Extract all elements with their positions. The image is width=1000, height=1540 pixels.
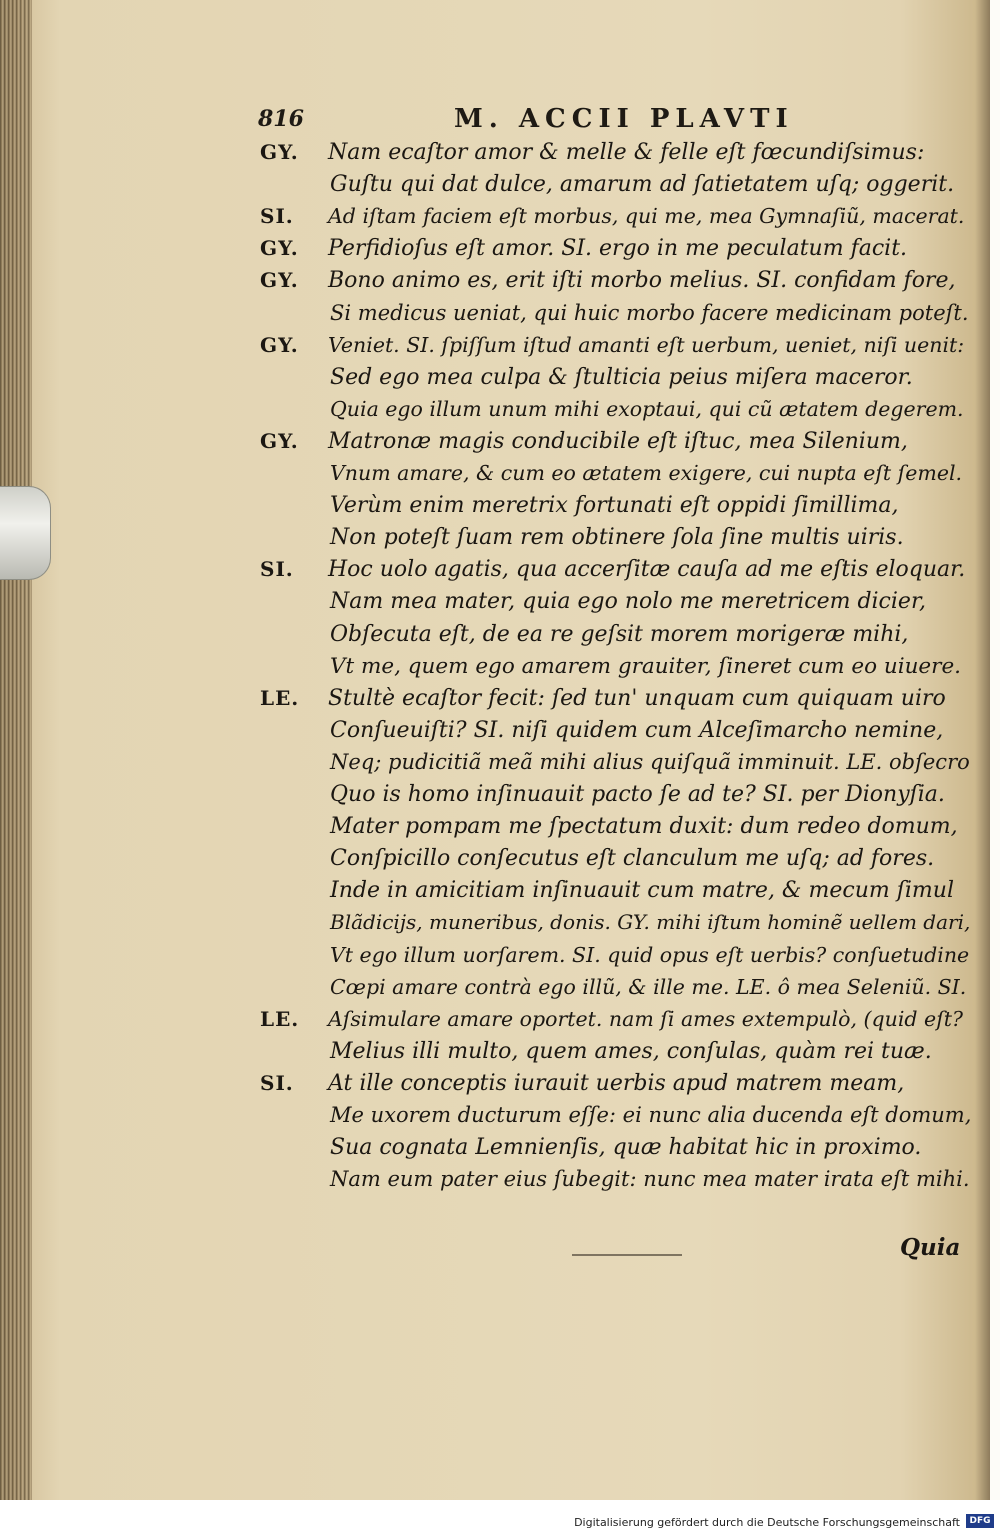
- speaker-label: GY.: [260, 268, 299, 292]
- verse-text: Guſtu qui dat dulce, amarum ad ſatietatem uſq; oggerit.: [330, 172, 955, 197]
- verse-text: Mater pompam me ſpectatum duxit: dum redeo domum,: [330, 814, 958, 839]
- page-header: [258, 104, 798, 140]
- rule-mark: [572, 1254, 682, 1256]
- verse-text: Nam mea mater, quia ego nolo me meretricem dicier,: [330, 589, 927, 614]
- verse-text: Sua cognata Lemnienſis, quæ habitat hic in proximo.: [330, 1135, 922, 1160]
- verse-text: Vt ego illum uorſarem. SI. quid opus eſt uerbis? conſuetudine: [330, 943, 970, 967]
- speaker-label: SI.: [260, 557, 294, 581]
- verse-text: Inde in amicitiam inſinuauit cum matre, & mecum ſimul: [330, 878, 954, 903]
- verse-text: Matronæ magis conducibile eſt iſtuc, mea Silenium,: [328, 429, 908, 454]
- verse-text: Melius illi multo, quem ames, conſulas, quàm rei tuæ.: [330, 1039, 932, 1064]
- speaker-label: SI.: [260, 204, 294, 228]
- footer-bar: [0, 1500, 1000, 1540]
- verse-text: Non poteſt ſuam rem obtinere ſola ſine multis uiris.: [330, 525, 904, 550]
- verse-text: Neq; pudicitiã meã mihi alius quiſquã imminuit. LE. obſecro: [330, 750, 970, 774]
- verse-text: Me uxorem ducturum eſſe: ei nunc alia ducenda eſt domum,: [330, 1103, 972, 1127]
- verse-text: Aſsimulare amare oportet. nam ſi ames extempulò, (quid eſt?: [328, 1007, 964, 1031]
- speaker-label: GY.: [260, 140, 299, 164]
- speaker-label: LE.: [260, 1007, 300, 1031]
- verse-text: Conſueuiſti? SI. niſi quidem cum Alceſimarcho nemine,: [330, 718, 944, 743]
- verse-text: Nam ecaſtor amor & melle & felle eſt fœcundiſsimus:: [328, 140, 925, 165]
- verse-text: Quia ego illum unum mihi exoptaui, qui cũ ætatem degerem.: [330, 397, 964, 421]
- verse-text: Perfidioſus eſt amor. SI. ergo in me peculatum facit.: [328, 236, 908, 261]
- verse-text: Quo is homo inſinuauit pacto ſe ad te? SI. per Dionyſia.: [330, 782, 945, 807]
- verse-text: Ad iſtam faciem eſt morbus, qui me, mea Gymnaſiũ, macerat.: [328, 204, 965, 228]
- running-head: M. ACCII PLAVTI: [454, 104, 794, 134]
- verse-text: Obſecuta eſt, de ea re geſsit morem morigeræ mihi,: [330, 622, 909, 647]
- catchword: Quia: [900, 1234, 961, 1261]
- footer-credit: Digitalisierung gefördert durch die Deutsche Forschungsgemeinschaft: [574, 1516, 960, 1529]
- speaker-label: GY.: [260, 429, 299, 453]
- verse-text: Nam eum pater eius ſubegit: nunc mea mater irata eſt mihi.: [330, 1167, 970, 1191]
- verse-text: Stultè ecaſtor fecit: ſed tun' unquam cum quiquam uiro: [328, 686, 946, 711]
- speaker-label: GY.: [260, 333, 299, 357]
- verse-text: Conſpicillo conſecutus eſt clanculum me uſq; ad fores.: [330, 846, 935, 871]
- page-number: 816: [258, 106, 304, 132]
- page-clip: [0, 486, 51, 580]
- verse-text: Blãdicijs, muneribus, donis. GY. mihi iſtum hominẽ uellem dari,: [330, 910, 971, 934]
- verse-text: Verùm enim meretrix fortunati eſt oppidi ſimillima,: [330, 493, 899, 518]
- dfg-logo: DFG: [966, 1514, 994, 1528]
- verse-text: Si medicus ueniat, qui huic morbo facere medicinam poteſt.: [330, 301, 969, 325]
- verse-text: At ille conceptis iurauit uerbis apud matrem meam,: [328, 1071, 905, 1096]
- verse-text: Sed ego mea culpa & ſtulticia peius miſera maceror.: [330, 365, 913, 390]
- verse-text: Vnum amare, & cum eo ætatem exigere, cui nupta eſt ſemel.: [330, 461, 963, 485]
- page-edges: [0, 0, 32, 1500]
- speaker-label: SI.: [260, 1071, 294, 1095]
- verse-text: Bono animo es, erit iſti morbo melius. SI. confidam fore,: [328, 268, 956, 293]
- speaker-label: LE.: [260, 686, 300, 710]
- verse-text: Vt me, quem ego amarem grauiter, ſineret cum eo uiuere.: [330, 654, 961, 679]
- verse-text: Hoc uolo agatis, qua accerſitæ cauſa ad me eſtis eloquar.: [328, 557, 966, 582]
- speaker-label: GY.: [260, 236, 299, 260]
- verse-text: Cœpi amare contrà ego illũ, & ille me. LE. ô mea Seleniũ. SI.: [330, 975, 967, 999]
- verse-text: Veniet. SI. ſpiſſum iſtud amanti eſt uerbum, ueniet, niſi uenit:: [328, 333, 965, 357]
